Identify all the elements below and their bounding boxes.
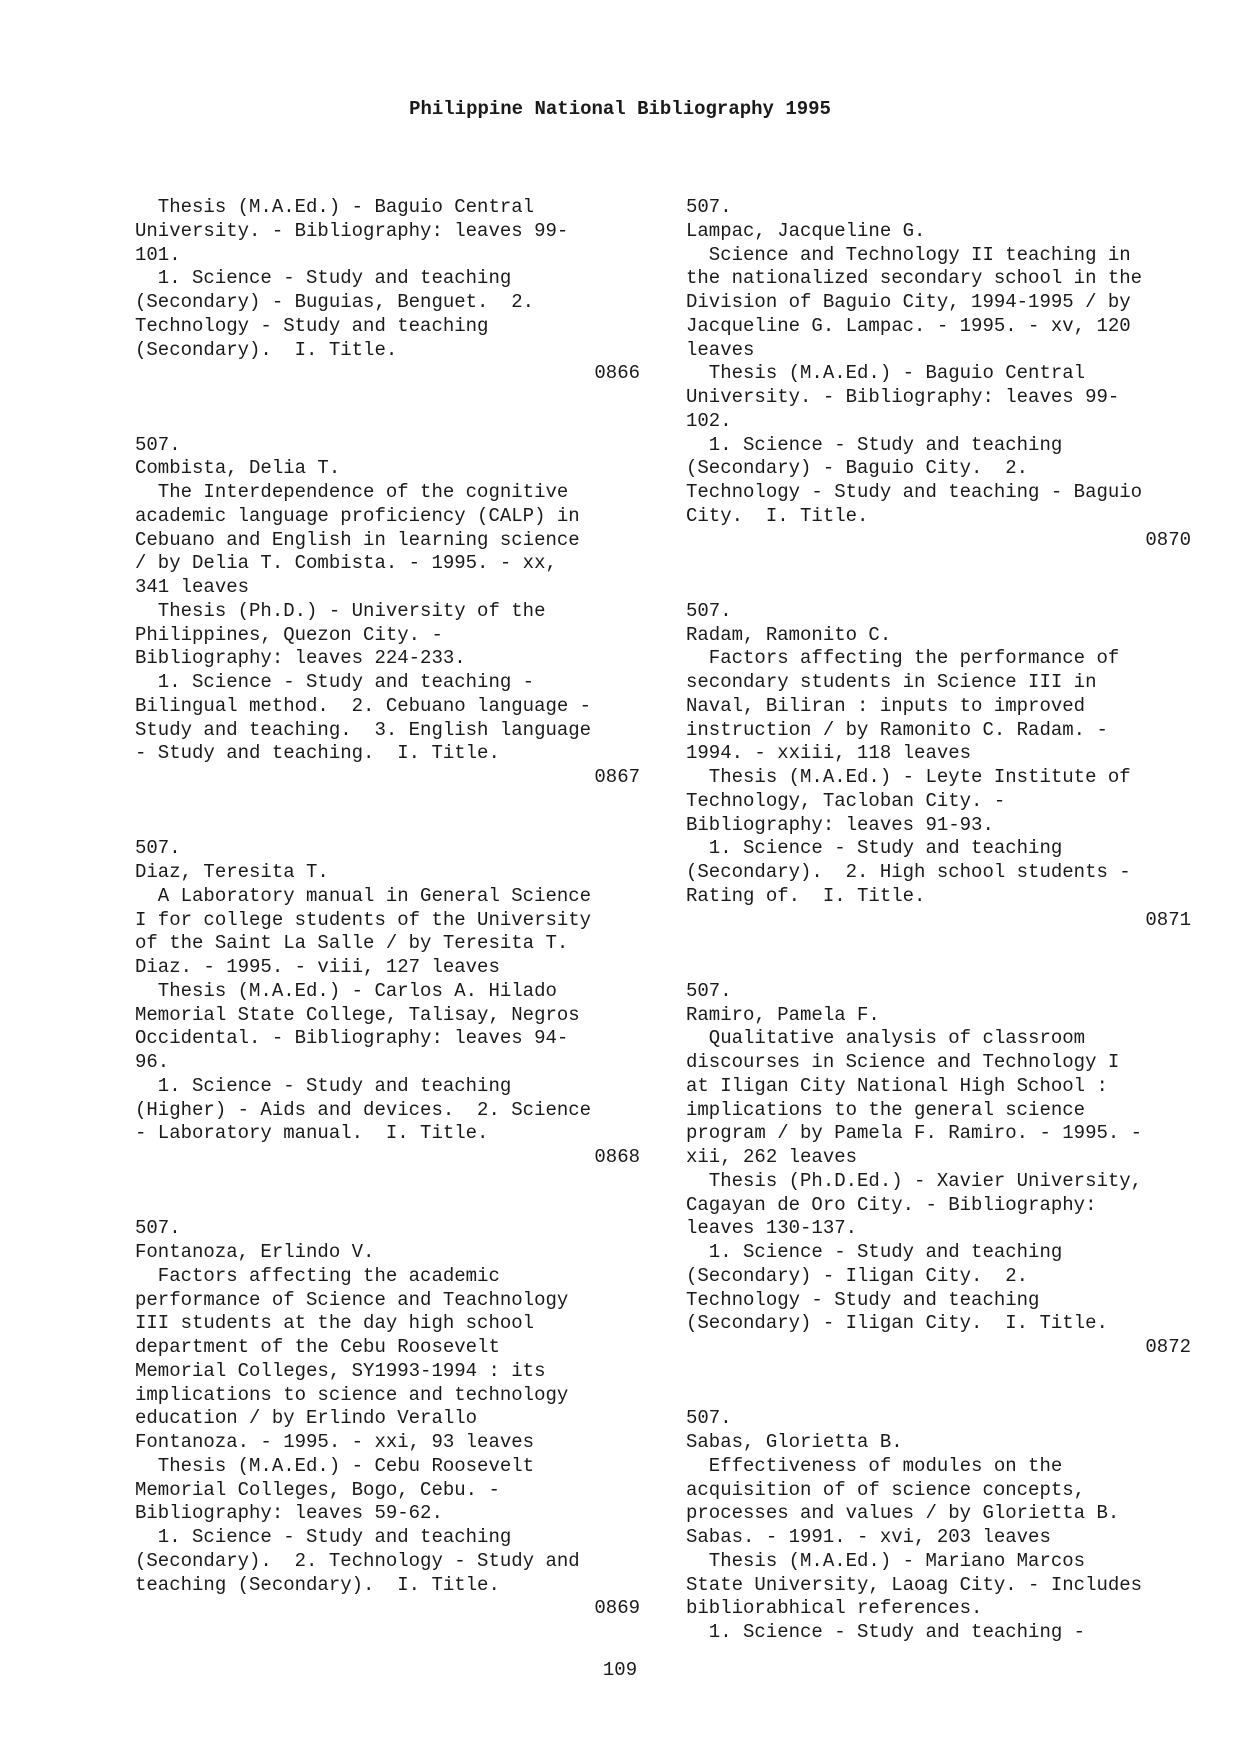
entry-line: discourses in Science and Technology I [686,1051,1120,1073]
entry-line: bibliorabhical references. [686,1597,983,1620]
entry-number: 0866 [594,362,640,385]
entry-line: Thesis (M.A.Ed.) - Baguio Central [135,196,535,218]
entry-line: Bibliography: leaves 59-62. [135,1502,443,1525]
entry-line: (Secondary) - Iligan City. 2. [686,1264,1029,1287]
entry-line: Diaz. - 1995. - viii, 127 leaves [135,956,500,978]
entry-line: Sabas. - 1991. - xvi, 203 leaves [686,1526,1051,1548]
entry-line: Technology - Study and teaching [135,314,489,337]
entry-line: 1. Science - Study and teaching - [135,671,535,693]
entry-line: 507. [686,599,732,622]
page-title: Philippine National Bibliography 1995 [409,98,831,120]
entry-line: City. I. Title. [686,504,869,527]
entry-line: 1994. - xxiii, 118 leaves [686,742,972,765]
entry-line: Naval, Biliran : inputs to improved [686,694,1086,717]
entry-line: of the Saint La Salle / by Teresita T. [135,932,569,955]
entry-line: State University, Laoag City. - Includes [686,1573,1143,1596]
entry-line: education / by Erlindo Verallo [135,1407,478,1430]
entry-line: Memorial Colleges, Bogo, Cebu. - [135,1478,500,1501]
entry-line: Cagayan de Oro City. - Bibliography: [686,1193,1097,1216]
entry-line: Bibliography: leaves 91-93. [686,813,994,836]
entry-line: department of the Cebu Roosevelt [135,1336,500,1358]
entry-line: Division of Baguio City, 1994-1995 / by [686,291,1131,313]
entry-line: performance of Science and Teachnology [135,1288,569,1311]
entry-line: Philippines, Quezon City. - [135,623,443,646]
entry-line: Thesis (Ph.D.Ed.) - Xavier University, [686,1169,1143,1192]
entry-line: 1. Science - Study and teaching [135,267,512,290]
entry-line: (Secondary). 2. High school students - [686,861,1131,883]
entry-line: 341 leaves [135,576,250,598]
entry-line: 507. [686,1407,732,1430]
entry-line: University. - Bibliography: leaves 99- [686,386,1120,408]
entry-line: Fontanoza. - 1995. - xxi, 93 leaves [135,1431,535,1453]
right-column [686,196,1191,1645]
entry-line: 1. Science - Study and teaching [135,1526,512,1548]
entry-number: 0868 [594,1146,640,1168]
entry-line: 507. [135,837,181,860]
entry-line: - Laboratory manual. I. Title. [135,1122,489,1145]
entry-line: Thesis (M.A.Ed.) - Leyte Institute of [686,766,1131,788]
entry-line: 1. Science - Study and teaching - [686,1621,1086,1643]
entry-line: 1. Science - Study and teaching [135,1074,512,1097]
entry-line: Fontanoza, Erlindo V. [135,1241,375,1263]
entry-line: (Secondary). 2. Technology - Study and [135,1549,580,1572]
entry-line: Memorial State College, Talisay, Negros [135,1003,580,1026]
entry-line: Technology - Study and teaching - Baguio [686,481,1143,503]
entry-line: Technology - Study and teaching [686,1288,1040,1311]
entry-line: Thesis (Ph.D.) - University of the [135,599,546,622]
entry-line: Study and teaching. 3. English language [135,718,592,741]
entry-line: University. - Bibliography: leaves 99- [135,219,569,242]
entry-line: 507. [135,1217,181,1240]
entry-line: processes and values / by Glorietta B. [686,1502,1120,1525]
page-number: 109 [602,1659,638,1681]
entry-line: (Secondary) - Buguias, Benguet. 2. [135,291,535,313]
entry-number: 0870 [1145,528,1191,551]
entry [686,980,1191,1360]
entry-line: Technology, Tacloban City. - [686,789,1006,812]
entry-line: The Interdependence of the cognitive [135,481,569,503]
entry [135,1217,640,1621]
entry-line: 1. Science - Study and teaching [686,433,1063,456]
entry-line: Bibliography: leaves 224-233. [135,647,466,670]
entry-line: (Secondary) - Iligan City. I. Title. [686,1312,1108,1335]
entry-line: implications to science and technology [135,1383,569,1406]
entry-line: leaves [686,338,755,361]
left-column [135,196,640,1621]
entry-line: the nationalized secondary school in the [686,267,1143,290]
entry [135,837,640,1170]
entry-line: Diaz, Teresita T. [135,861,329,883]
entry-line: 96. [135,1051,170,1073]
entry [686,1407,1191,1645]
entry-line: xii, 262 leaves [686,1146,858,1168]
entry-line: teaching (Secondary). I. Title. [135,1573,500,1596]
entry-line: Thesis (M.A.Ed.) - Carlos A. Hilado [135,979,557,1002]
entry-line: (Secondary). I. Title. [135,338,398,361]
entry-line: Qualitative analysis of classroom [686,1027,1086,1050]
entry [135,434,640,790]
entry-line: implications to the general science [686,1098,1086,1121]
entry-line: Thesis (M.A.Ed.) - Mariano Marcos [686,1549,1086,1572]
entry-line: academic language proficiency (CALP) in [135,504,580,527]
entry-line: Cebuano and English in learning science [135,528,580,551]
entry-line: / by Delia T. Combista. - 1995. - xx, [135,552,557,575]
entry-line: leaves 130-137. [686,1217,858,1240]
entry-line: program / by Pamela F. Ramiro. - 1995. - [686,1122,1143,1145]
entry-line: Ramiro, Pamela F. [686,1003,880,1026]
entry-line: instruction / by Ramonito C. Radam. - [686,718,1108,741]
entry [686,196,1191,552]
entry-line: A Laboratory manual in General Science [135,884,592,907]
entry-line: 101. [135,243,181,266]
entry-line: Occidental. - Bibliography: leaves 94- [135,1027,569,1050]
entry-line: (Higher) - Aids and devices. 2. Science [135,1098,592,1121]
entry-line: 507. [686,979,732,1002]
entry-line: Factors affecting the academic [135,1264,500,1287]
entry [686,600,1191,933]
entry-number: 0867 [594,766,640,788]
entry-line: Lampac, Jacqueline G. [686,219,926,242]
entry-line: Bilingual method. 2. Cebuano language - [135,694,592,717]
entry [135,196,640,386]
entry-line: 1. Science - Study and teaching [686,837,1063,860]
entry-number: 0871 [1145,908,1191,931]
entry-line: Memorial Colleges, SY1993-1994 : its [135,1359,546,1382]
entry-line: Factors affecting the performance of [686,647,1120,670]
entry-line: III students at the day high school [135,1312,535,1335]
entry-line: Science and Technology II teaching in [686,243,1131,266]
entry-number: 0869 [594,1597,640,1620]
entry-line: Rating of. I. Title. [686,884,926,907]
entry-line: 102. [686,409,732,432]
entry-line: Radam, Ramonito C. [686,623,892,646]
entry-line: secondary students in Science III in [686,671,1097,693]
entry-line: Effectiveness of modules on the [686,1454,1063,1477]
entry-line: Sabas, Glorietta B. [686,1431,903,1453]
entry-line: I for college students of the University [135,908,592,931]
entry-line: acquisition of of science concepts, [686,1478,1086,1501]
entry-line: - Study and teaching. I. Title. [135,742,500,765]
entry-line: 507. [686,196,732,218]
entry-line: 507. [135,433,181,456]
entry-line: Thesis (M.A.Ed.) - Baguio Central [686,362,1086,385]
entry-line: at Iligan City National High School : [686,1074,1108,1097]
entry-line: Combista, Delia T. [135,457,341,480]
entry-number: 0872 [1145,1336,1191,1358]
entry-line: (Secondary) - Baguio City. 2. [686,457,1029,480]
entry-line: Thesis (M.A.Ed.) - Cebu Roosevelt [135,1454,535,1477]
entry-line: 1. Science - Study and teaching [686,1241,1063,1263]
entry-line: Jacqueline G. Lampac. - 1995. - xv, 120 [686,314,1131,337]
